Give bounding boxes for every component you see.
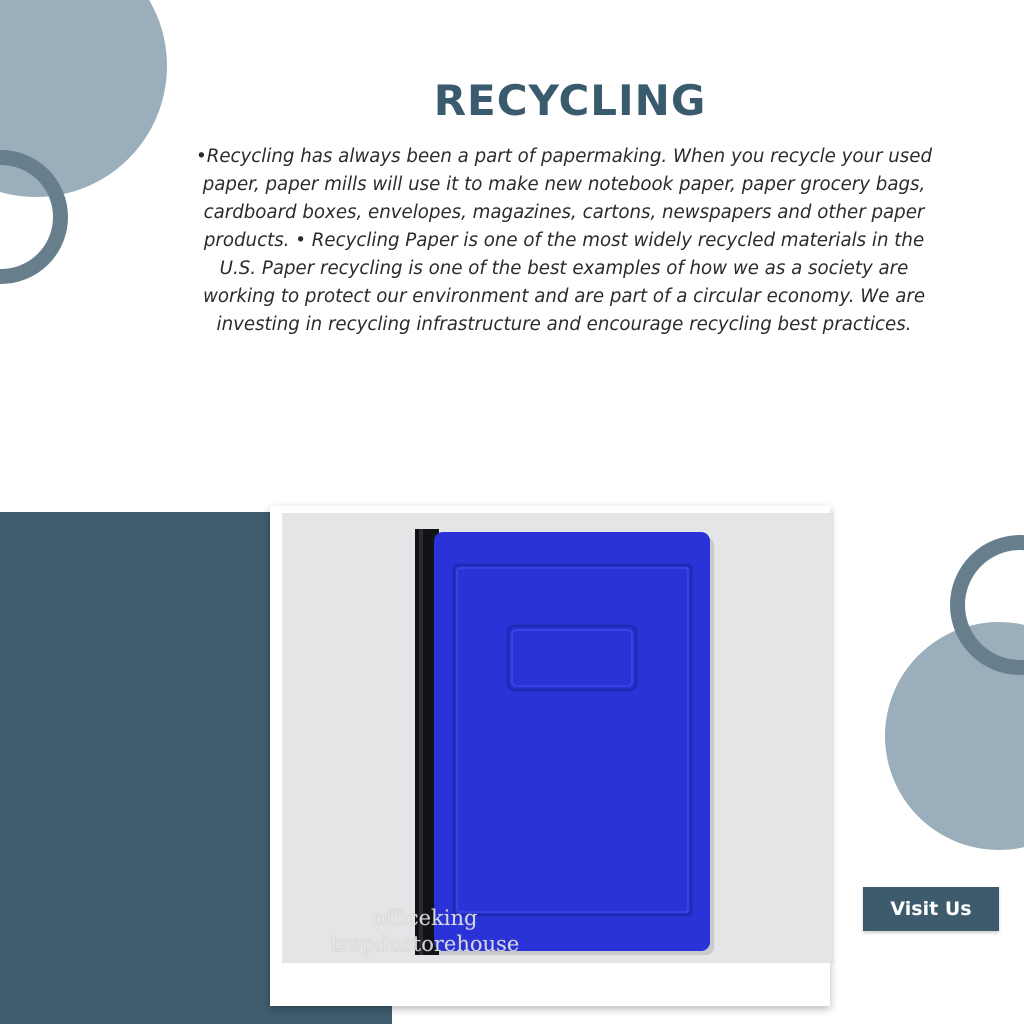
- watermark-line1: officeking: [372, 906, 478, 930]
- body-paragraph: •Recycling has always been a part of papermaking. When you recycle your used paper, paper mills will use it to make new notebook paper, paper grocery bags, cardboard boxes, envelopes, magazines, cartons, newspapers and other paper products. • Recycling Paper is one of the most widely recycled materials in the U.S. Paper recycling is one of the best examples of how we as a society are working to protect our environment and are part of a circular economy. We are investing in recycling infrastructure and encourage recycling best practices.: [195, 146, 933, 335]
- photo-card: [270, 506, 830, 1006]
- product-photo: [282, 513, 834, 963]
- folder-illustration: [282, 513, 834, 963]
- watermark-line2: trepdustorehouse: [330, 932, 520, 956]
- page-title: RECYCLING: [433, 76, 707, 125]
- visit-us-button[interactable]: Visit Us: [863, 887, 999, 931]
